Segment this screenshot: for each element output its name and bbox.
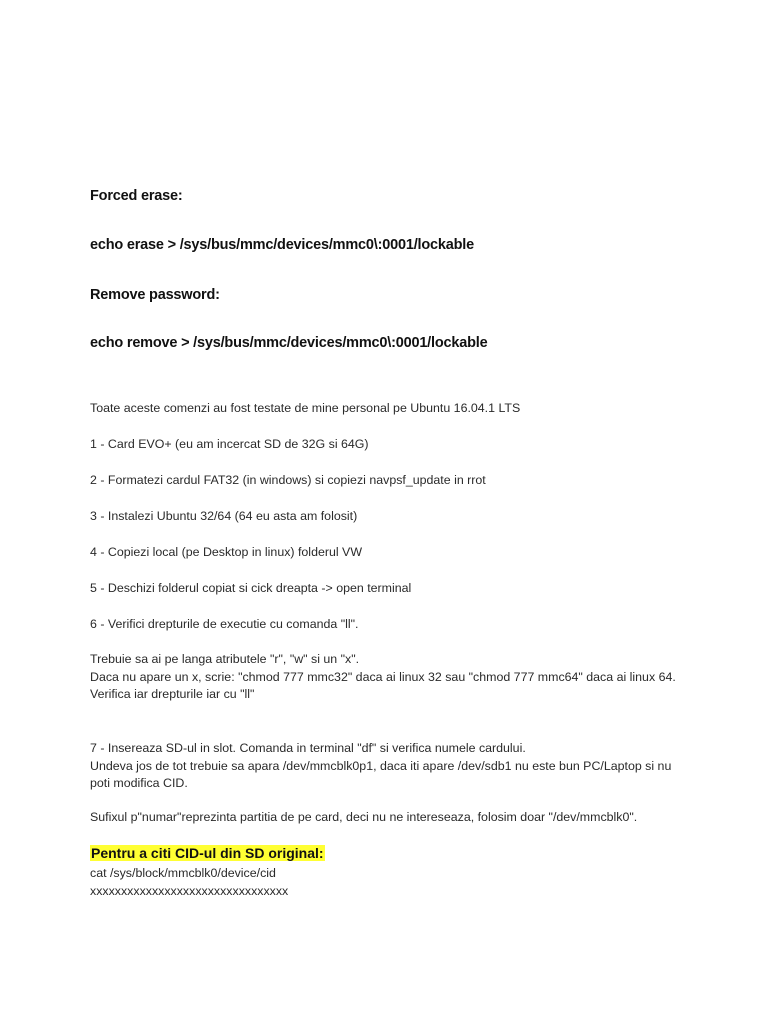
suffix-note: Sufixul p"numar"reprezinta partitia de pe card, deci nu ne intereseaza, folosim doar "/dev/mmcblk0".	[90, 810, 638, 824]
step-6: 6 - Verifici drepturile de executie cu comanda "ll".	[90, 617, 359, 631]
forced-erase-heading: Forced erase:	[90, 188, 183, 204]
cid-heading: Pentru a citi CID-ul din SD original:	[91, 845, 324, 861]
permissions-note-line-2: Daca nu apare un x, scrie: "chmod 777 mmc32" daca ai linux 32 sau "chmod 777 mmc64" daca ai linux 64.	[90, 669, 676, 684]
intro-text: Toate aceste comenzi au fost testate de mine personal pe Ubuntu 16.04.1 LTS	[90, 401, 521, 415]
permissions-note-line-3: Verifica iar drepturile iar cu "ll"	[90, 687, 255, 701]
permissions-note-line-1: Trebuie sa ai pe langa atributele "r", "w" si un "x".	[90, 652, 360, 666]
step-1: 1 - Card EVO+ (eu am incercat SD de 32G si 64G)	[90, 437, 369, 451]
step-5: 5 - Deschizi folderul copiat si cick dreapta -> open terminal	[90, 581, 412, 595]
step-3: 3 - Instalezi Ubuntu 32/64 (64 eu asta am folosit)	[90, 509, 358, 523]
step-2: 2 - Formatezi cardul FAT32 (in windows) si copiezi navpsf_update in rrot	[90, 473, 486, 487]
step-7-line-2: Undeva jos de tot trebuie sa apara /dev/mmcblk0p1, daca iti apare /dev/sdb1 nu este bun PC/Laptop si nu poti modifica CID.	[90, 758, 672, 790]
cid-value: xxxxxxxxxxxxxxxxxxxxxxxxxxxxxxxx	[90, 884, 289, 898]
cid-heading-line	[90, 844, 325, 863]
remove-password-command: echo remove > /sys/bus/mmc/devices/mmc0\:0001/lockable	[90, 335, 488, 351]
step-7	[90, 740, 690, 793]
remove-password-heading: Remove password:	[90, 287, 220, 303]
forced-erase-command: echo erase > /sys/bus/mmc/devices/mmc0\:0001/lockable	[90, 237, 474, 253]
permissions-note	[90, 651, 690, 704]
cid-command: cat /sys/block/mmcblk0/device/cid	[90, 866, 276, 880]
step-7-line-1: 7 - Insereaza SD-ul in slot. Comanda in terminal "df" si verifica numele cardului.	[90, 741, 526, 755]
step-4: 4 - Copiezi local (pe Desktop in linux) folderul VW	[90, 545, 363, 559]
